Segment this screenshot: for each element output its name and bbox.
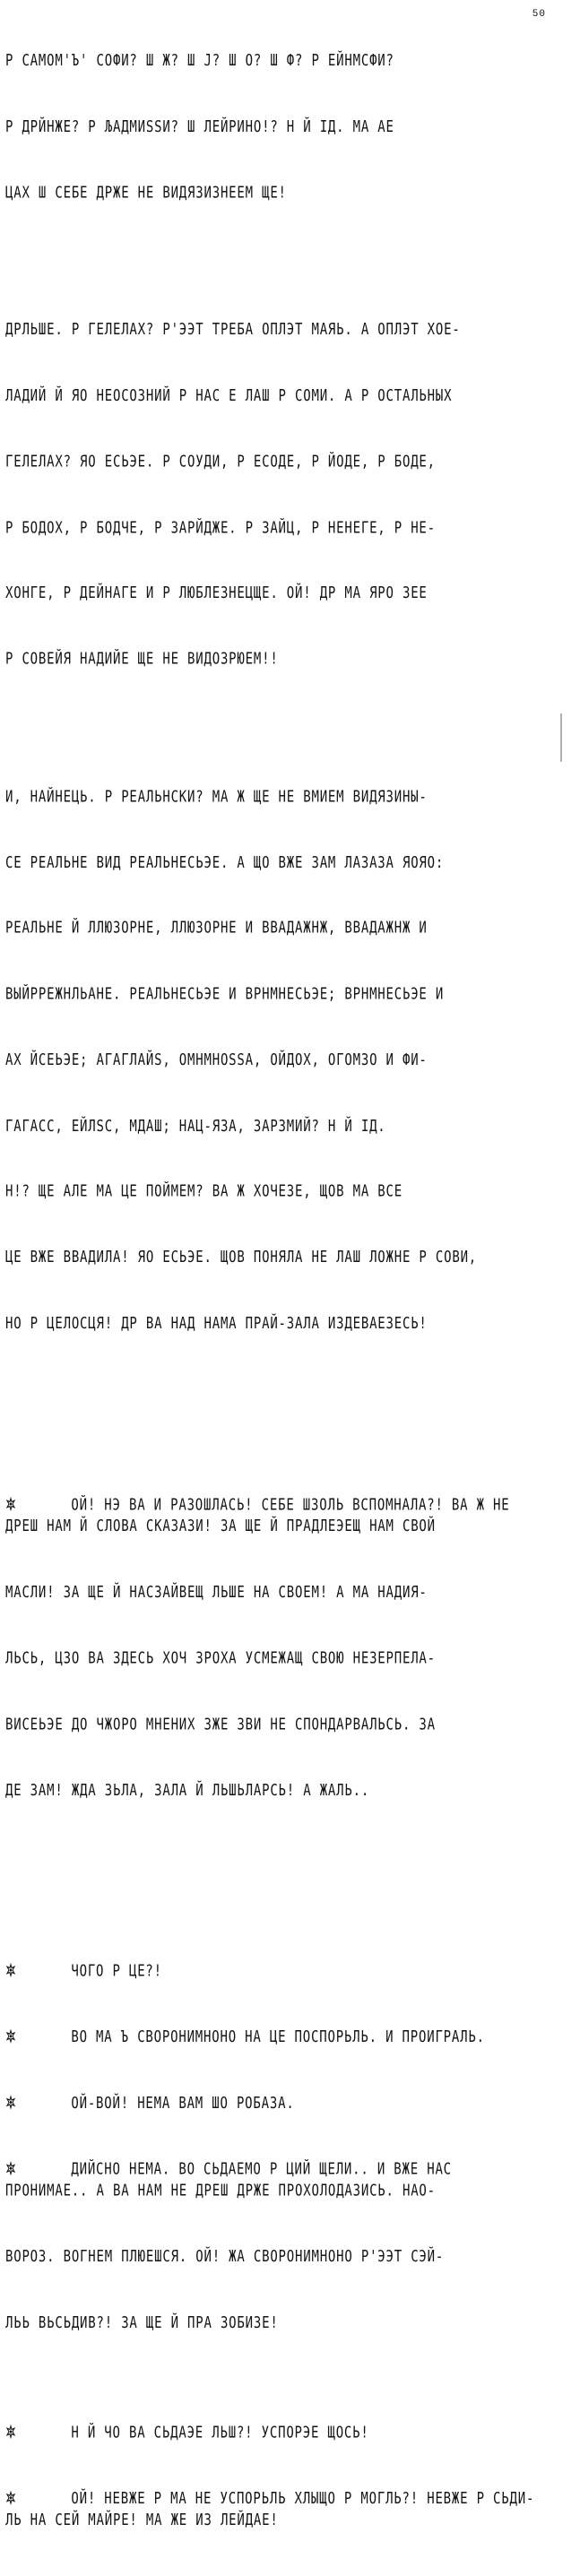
flower-bullet-icon bbox=[5, 2052, 16, 2065]
text-line-23: ВИСЕЬЭЕ ДО ЧЖОРО МНЕНИХ ЗЖЕ ЗВИ НЕ СПОНДАРВАЛЬСЬ. ЗА bbox=[5, 1715, 436, 1733]
bullet-line-4 bbox=[5, 2049, 554, 2113]
text-line-9: Р СОВЕЙЯ НАДИЙЕ ЩЕ НЕ ВИДОЗРЮЕМ!! bbox=[5, 650, 279, 669]
text-line-22: ЛЬСЬ, ЦЗО ВА ЗДЕСЬ ХОЧ ЗРОХА УСМЕЖАЩ СВОЮ НЕЗЕРПЕЛА- bbox=[5, 1649, 436, 1668]
text-line-20: ДРЕШ НАМ Й СЛОВА СКАЗАЗИ! ЗА ЩЕ Й ПРАДЛЕЭЕЩ НАМ СВОЙ bbox=[5, 1517, 436, 1536]
text-line-1: Р САМОМ'Ъ' СОФИ? Ш Ж? Ш Ј? Ш О? Ш Ф? Р ЕЙНМСФИ? bbox=[5, 52, 394, 71]
bullet-line-1 bbox=[5, 1451, 554, 1514]
bullet-line-7 bbox=[5, 2444, 554, 2508]
text-line-26: ВО МА Ъ СВОРОНИМНОНО НА ЦЕ ПОСПОРЬЛЬ. И ПРОИГРАЛЬ. bbox=[71, 2028, 485, 2047]
text-line-17: ЦЕ ВЖЕ ВВАДИЛА! ЯО ЕСЬЭЕ. ЩОВ ПОНЯЛА НЕ ЛАШ ЛОЖНЕ Р СОВИ, bbox=[5, 1249, 478, 1267]
flower-bullet-icon bbox=[5, 2447, 16, 2460]
bullet-line-6 bbox=[5, 2379, 554, 2442]
text-line-31: ЛЬЬ ВЬСЬДИВ?! ЗА ЩЕ Й ПРА ЗОБИЗЕ! bbox=[5, 2313, 279, 2332]
text-line-3: ЦАХ Ш СЕБЕ ДРЖЕ НЕ ВИДЯЗИЗНЕЕМ ЩЕ! bbox=[5, 184, 287, 203]
text-line-16: Н!? ЩЕ АЛЕ МА ЦЕ ПОЙМЕМ? ВА Ж ХОЧЕЗЕ, ЩОВ МА ВСЕ bbox=[5, 1182, 403, 1201]
paragraph-gap-2 bbox=[5, 715, 554, 721]
text-line-7: Р БОДОХ, Р БОДЧЕ, Р ЗАРЙДЖЕ. Р ЗАЙЦ, Р НЕНЕГЕ, Р НЕ- bbox=[5, 518, 436, 537]
flower-bullet-icon bbox=[5, 1985, 16, 1999]
text-line-14: АХ ЙСЕЬЭЕ; АГАГЛАЙЅ, ОМНМНОЅЅА, ОЙДОХ, ОГОМЗО И ФИ- bbox=[5, 1050, 428, 1069]
paragraph-gap-4 bbox=[5, 1846, 554, 1852]
text-line-21: МАСЛИ! ЗА ЩЕ Й НАСЗАЙВЕЩ ЛЬШЕ НА СВОЕМ! А МА НАДИЯ- bbox=[5, 1583, 428, 1602]
text-line-19: ОЙ! НЭ ВА И РАЗОШЛАСЬ! СЕБЕ ШЗОЛЬ ВСПОМНАЛА?! ВА Ж НЕ bbox=[71, 1495, 510, 1514]
text-line-30: ВОРОЗ. ВОГНЕМ ПЛЮЕШСЯ. ОЙ! ЖА СВОРОНИМНОНО Р'ЭЭТ СЭЙ- bbox=[5, 2247, 445, 2266]
text-line-29: ПРОНИМАЕ.. А ВА НАМ НЕ ДРЕШ ДРЖЕ ПРОХОЛОДАЗИСЬ. НАО- bbox=[5, 2182, 436, 2200]
paragraph-gap-1 bbox=[5, 248, 554, 254]
text-line-13: ВЫЙРРЕЖНЛЬАНЕ. РЕАЛЬНЕСЬЭЕ И ВРНМНЕСЬЭЕ; ВРНМНЕСЬЭЕ И bbox=[5, 985, 445, 1004]
margin-line bbox=[560, 713, 562, 762]
text-line-10: И, НАЙНЕЦЬ. Р РЕАЛЬНСКИ? МА Ж ЩЕ НЕ ВМИЕМ ВИДЯЗИНЫ- bbox=[5, 787, 428, 806]
bullet-line-2 bbox=[5, 1917, 554, 1981]
text-line-28: ДИЙСНО НЕМА. ВО СЬДАЕМО Р ЦИЙ ЩЕЛИ.. И ВЖЕ НАС bbox=[71, 2159, 452, 2178]
flower-bullet-icon bbox=[5, 2117, 16, 2131]
text-line-27: ОЙ-ВОЙ! НЕМА ВАМ ШО РОБАЗА. bbox=[71, 2094, 295, 2113]
bullet-line-5 bbox=[5, 2115, 554, 2178]
bullet-line-3 bbox=[5, 1984, 554, 2047]
flower-bullet-icon bbox=[5, 2381, 16, 2394]
text-line-2: Р ДРЙНЖЕ? Р ЉАДМИЅЅИ? Ш ЛЕЙРИНО!? Н Й ІД. МА АЕ bbox=[5, 117, 394, 136]
text-line-33: ОЙ! НЕВЖЕ Р МА НЕ УСПОРЬЛЬ ХЛЫЩО Р МОГЛЬ?! НЕВЖЕ Р СЬДИ- bbox=[71, 2489, 535, 2508]
text-line-8: ХОНГЕ, Р ДЕЙНАГЕ И Р ЛЮБЛЕЗНЕЦЩЕ. ОЙ! ДР МА ЯРО ЗЕЕ bbox=[5, 584, 428, 603]
text-line-25: ЧОГО Р ЦЕ?! bbox=[71, 1962, 162, 1981]
text-line-4: ДРЛЬШЕ. Р ГЕЛЕЛАХ? Р'ЭЭТ ТРЕБА ОПЛЭТ МАЯЬ. А ОПЛЭТ ХОЕ- bbox=[5, 321, 461, 340]
text-line-32: Н Й ЧО ВА СЬДАЭЕ ЛЬШ?! УСПОРЭЕ ЩОСЬ! bbox=[71, 2423, 369, 2442]
text-line-18: НО Р ЦЕЛОСЦЯ! ДР ВА НАД НАМА ПРАЙ-ЗАЛА ИЗДЕВАЕЗЕСЬ! bbox=[5, 1314, 428, 1333]
handwritten-text-block bbox=[5, 7, 554, 2576]
text-line-6: ГЕЛЕЛАХ? ЯО ЕСЬЭЕ. Р СОУДИ, Р ЕСОДЕ, Р ЙОДЕ, Р БОДЕ, bbox=[5, 453, 436, 471]
text-line-11: СЕ РЕАЛЬНЕ ВИД РЕАЛЬНЕСЬЭЕ. А ЩО ВЖЕ ЗАМ ЛАЗАЗА ЯОЯО: bbox=[5, 853, 445, 872]
flower-bullet-icon bbox=[5, 1453, 16, 1466]
paragraph-gap-3 bbox=[5, 1379, 554, 1385]
page-number: 50 bbox=[532, 9, 546, 20]
text-line-15: ГАГАСС, ЕЙЛЅС, МДАШ; НАЦ-ЯЗА, ЗАРЗМИЙ? Н Й ІД. bbox=[5, 1117, 386, 1136]
flower-bullet-icon bbox=[5, 1920, 16, 1933]
text-line-5: ЛАДИЙ Й ЯО НЕОСОЗНИЙ Р НАС Е ЛАШ Р СОМИ. А Р ОСТАЛЬНЫХ bbox=[5, 386, 453, 405]
text-line-12: РЕАЛЬНЕ Й ЛЛЮЗОРНЕ, ЛЛЮЗОРНЕ И ВВАДАЖНЖ, ВВАДАЖНЖ И bbox=[5, 919, 428, 938]
text-line-34: ЛЬ НА СЕЙ МАЙРЕ! МА ЖЕ ИЗ ЛЕЙДАЕ! bbox=[5, 2511, 279, 2529]
text-line-24: ДЕ ЗАМ! ЖДА ЗЬЛА, ЗАЛА Й ЛЬШЬЛАРСЬ! А ЖАЛЬ.. bbox=[5, 1781, 370, 1800]
